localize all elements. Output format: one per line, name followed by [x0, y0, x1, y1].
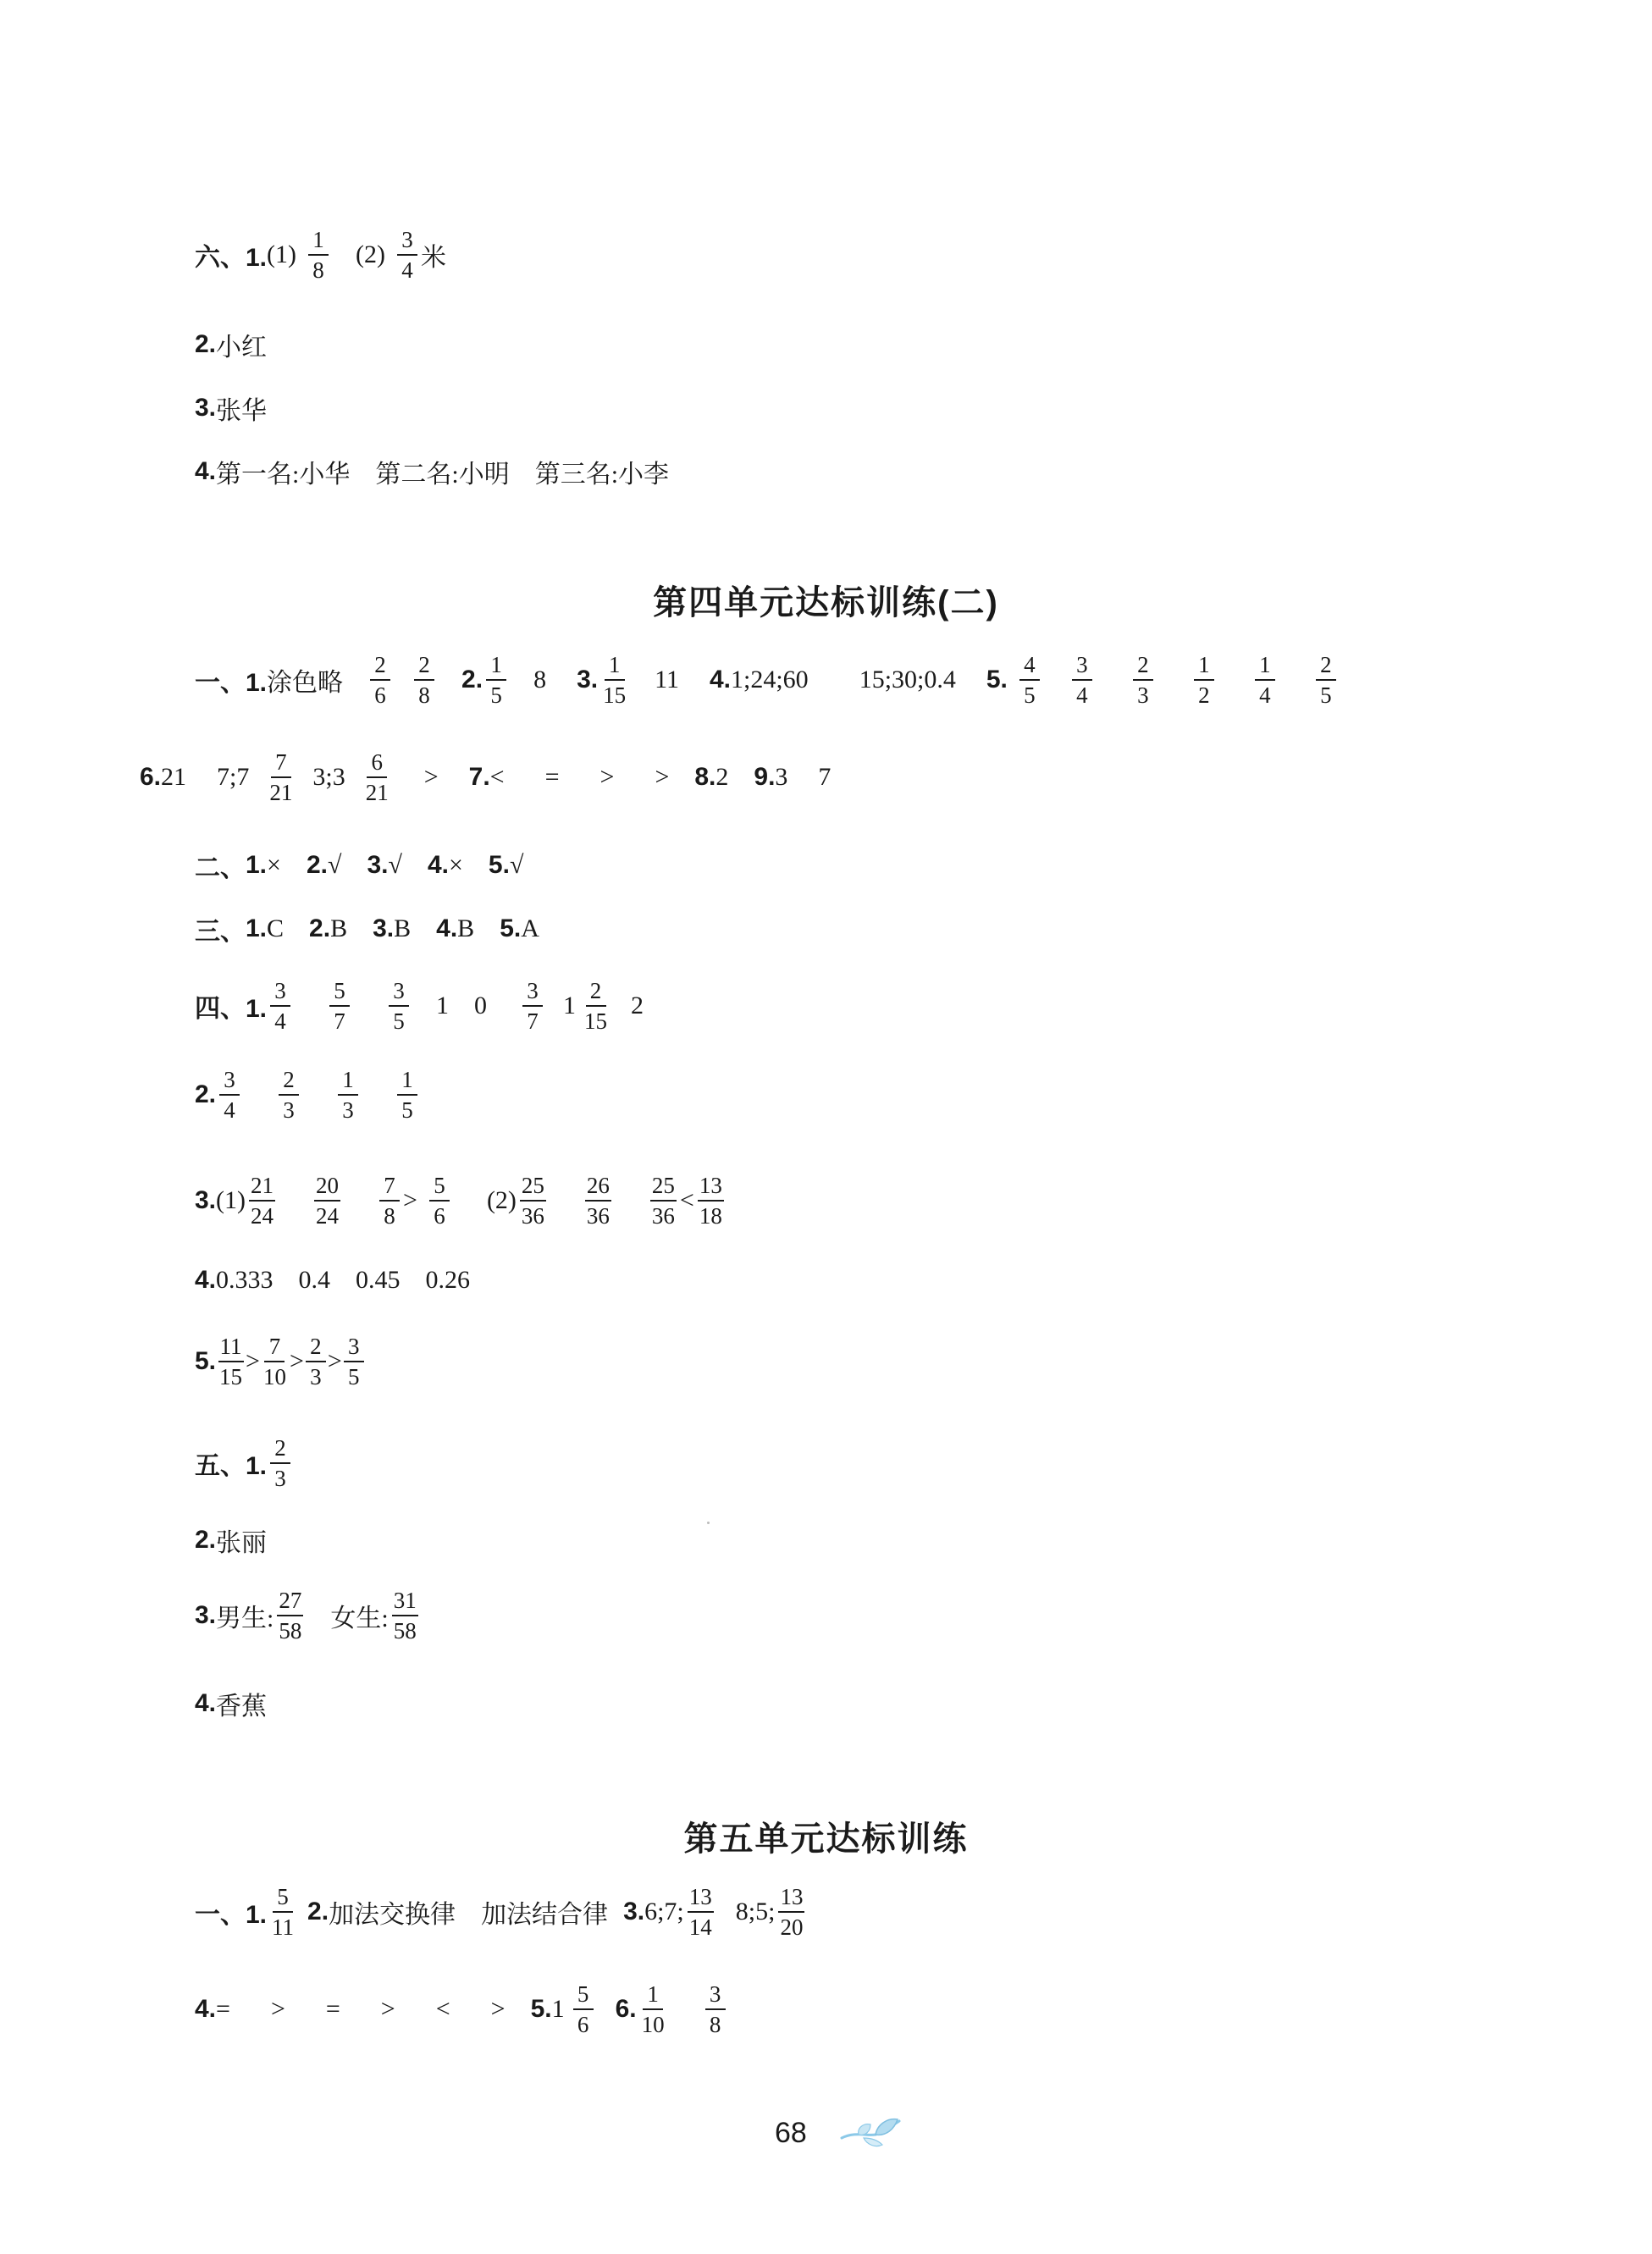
fraction: $\frac{2}{15}$: [584, 978, 608, 1035]
u5-row-1: [195, 1884, 816, 1940]
comparison-sign: >: [327, 1347, 342, 1376]
part-label: (1): [267, 240, 297, 269]
fraction: $\frac{2}{6}$: [370, 652, 390, 708]
answer-text: 0.45: [356, 1266, 401, 1294]
fraction: $\frac{2}{5}$: [1316, 652, 1336, 708]
answer-choice: B: [457, 914, 475, 942]
comparison-sign: >: [490, 1995, 506, 2024]
page-number: 68: [775, 2117, 807, 2149]
fraction: $\frac{3}{7}$: [522, 978, 543, 1034]
question-number: 3.: [623, 1898, 645, 1926]
s6-line-4: [195, 453, 669, 490]
fraction: $\frac{2}{3}$: [1133, 652, 1153, 708]
u4-section-4-line-3: [195, 1173, 736, 1229]
answer-text: 香蕉: [216, 1693, 268, 1721]
fraction: $\frac{1}{5}$: [486, 652, 506, 708]
mixed-whole: 1: [563, 992, 577, 1020]
fraction: $\frac{2}{3}$: [270, 1435, 290, 1491]
u4-section-5-line-2: [195, 1522, 267, 1559]
question-number: 7.: [468, 763, 490, 792]
fraction: $\frac{1}{2}$: [1194, 652, 1214, 708]
mixed-whole: 1: [551, 1995, 565, 2024]
fraction: $\frac{3}{5}$: [344, 1334, 364, 1389]
comparison-sign: >: [655, 763, 670, 792]
answer-text: 7: [818, 763, 832, 792]
answer-text: 3;3: [312, 763, 345, 792]
fraction: $\frac{21}{24}$: [251, 1173, 274, 1229]
comparison-sign: >: [289, 1347, 304, 1376]
answer-text: 2: [631, 992, 644, 1020]
fraction: $\frac{31}{58}$: [393, 1588, 417, 1644]
u4-section-4-line-4: [195, 1266, 470, 1295]
comparison-sign: =: [216, 1995, 230, 2024]
question-number: 六、1.: [195, 244, 268, 273]
u4-section-3: 三、 1. C 2. B 3. B 4. B 5. A: [195, 910, 539, 947]
u4-section-2: 二、 1. × 2. √ 3. √ 4. × 5. √: [195, 847, 523, 884]
section-title-unit5: 第五单元达标训练: [683, 1820, 969, 1858]
u4-section-5-line-3: [195, 1588, 430, 1644]
answer-text: 11: [655, 666, 679, 694]
question-number: 2.: [461, 666, 483, 694]
answer-text: 15;30;0.4: [859, 666, 956, 694]
answer-text: 0.4: [298, 1266, 331, 1294]
question-number: 4.: [195, 1995, 217, 2024]
answer-text: 女生:: [330, 1605, 389, 1633]
question-number: 四、1.: [195, 995, 268, 1024]
section-number: 二、: [195, 854, 246, 882]
u4-section-5-line-4: [195, 1685, 267, 1722]
answer-text: 21: [161, 763, 187, 792]
comparison-sign: <: [489, 763, 505, 792]
fraction: $\frac{2}{8}$: [414, 652, 434, 708]
answer-choice: C: [267, 914, 285, 942]
question-number: 4.: [195, 457, 217, 485]
fraction: $\frac{1}{5}$: [397, 1067, 417, 1123]
answer-text: 2: [715, 763, 729, 792]
comparison-sign: =: [325, 1995, 340, 2024]
section-title-unit4: 第四单元达标训练(二): [653, 584, 999, 622]
fraction: $\frac{2}{3}$: [306, 1334, 326, 1389]
question-number: 3.: [577, 666, 599, 694]
s6-line-2: [195, 326, 267, 363]
leaf-icon: [838, 2113, 906, 2157]
u5-row-2: [195, 1981, 738, 2037]
question-number: 4.: [195, 1266, 217, 1294]
fraction: $\frac{3}{8}$: [705, 1981, 726, 2037]
unit-text: 米: [421, 244, 446, 273]
fraction: $\frac{3}{4}$: [1072, 652, 1092, 708]
fraction: $\frac{5}{7}$: [329, 978, 350, 1034]
question-number: 9.: [754, 763, 776, 792]
answer-text: 加法交换律: [329, 1901, 456, 1930]
fraction: $\frac{7}{8}$: [379, 1173, 400, 1229]
part-label: (2): [486, 1186, 517, 1215]
question-number: 3.: [195, 394, 217, 422]
u4-section-4-line-1: [195, 978, 644, 1034]
fraction: $\frac{7}{10}$: [262, 1334, 286, 1390]
part-label: (1): [216, 1186, 246, 1215]
fraction: $\frac{3}{4}$: [219, 1067, 240, 1123]
fraction: $\frac{25}{36}$: [651, 1173, 675, 1229]
answer-text: 男生:: [216, 1605, 274, 1633]
answer-text: 张华: [216, 397, 268, 425]
question-number: 2.: [195, 330, 217, 358]
comparison-sign: <: [435, 1995, 450, 2024]
comparison-sign: >: [246, 1347, 260, 1376]
answer-text: 小红: [216, 334, 268, 362]
u4-section-4-line-5: [195, 1334, 366, 1389]
fraction: $\frac{5}{11}$: [272, 1884, 295, 1941]
answer-text: 第三名:小李: [534, 461, 670, 489]
fraction: $\frac{3}{5}$: [389, 978, 409, 1034]
question-number: 4.: [195, 1689, 217, 1717]
question-number: 五、1.: [195, 1452, 268, 1481]
fraction: $\frac{1}{8}$: [308, 227, 329, 283]
answer-mark: √: [509, 851, 524, 879]
answer-text: 0: [474, 992, 488, 1020]
fraction: $\frac{11}{15}$: [219, 1334, 243, 1390]
fraction: $\frac{2}{3}$: [279, 1067, 299, 1123]
question-number: 5.: [530, 1995, 552, 2024]
u4-section-4-line-2: [195, 1067, 429, 1123]
fraction: $\frac{5}{6}$: [429, 1173, 450, 1229]
question-number: 5.: [195, 1347, 217, 1376]
answer-text: 6;7;: [644, 1898, 684, 1926]
question-number: 4.: [709, 666, 732, 694]
fraction: $\frac{3}{4}$: [270, 978, 290, 1034]
fraction: $\frac{6}{21}$: [365, 749, 389, 806]
question-number: 一、1.: [195, 1901, 268, 1930]
comparison-sign: =: [544, 763, 560, 792]
answer-text: 8: [533, 666, 547, 694]
fraction: $\frac{3}{4}$: [397, 227, 417, 283]
fraction: $\frac{1}{3}$: [338, 1067, 358, 1123]
u4-section-5-line-1: [195, 1435, 302, 1491]
fraction: $\frac{1}{15}$: [603, 652, 627, 709]
fraction: $\frac{27}{58}$: [279, 1588, 302, 1644]
answer-choice: A: [521, 914, 539, 942]
answer-mark: √: [327, 851, 342, 879]
answer-text: 0.26: [425, 1266, 471, 1294]
u4-row-1: [195, 652, 1356, 708]
s6-line-1: [195, 227, 446, 283]
question-number: 3.: [195, 1186, 217, 1215]
comparison-sign: >: [599, 763, 615, 792]
answer-text: 第一名:小华: [216, 461, 351, 489]
s6-line-3: [195, 389, 267, 427]
fraction: $\frac{26}{36}$: [586, 1173, 610, 1229]
answer-text: 8;5;: [735, 1898, 776, 1926]
answer-text: 第二名:小明: [375, 461, 510, 489]
question-number: 2.: [307, 1898, 329, 1926]
answer-text: 1;24;60: [731, 666, 809, 694]
question-number: 2.: [195, 1080, 217, 1109]
comparison-sign: >: [380, 1995, 395, 2024]
fraction: $\frac{13}{14}$: [688, 1884, 712, 1941]
answer-text: 加法结合律: [481, 1901, 609, 1930]
fraction: $\frac{13}{20}$: [780, 1884, 804, 1941]
u4-row-2: [140, 749, 831, 805]
comparison-sign: >: [270, 1995, 285, 2024]
answer-mark: ×: [448, 851, 463, 879]
answer-text: 张丽: [216, 1529, 268, 1557]
comparison-sign: >: [403, 1186, 417, 1215]
question-number: 6.: [615, 1995, 637, 2024]
question-number: 3.: [195, 1601, 217, 1630]
fraction: $\frac{4}{5}$: [1019, 652, 1040, 708]
fraction: $\frac{5}{6}$: [573, 1981, 594, 2037]
comparison-sign: >: [423, 763, 439, 792]
answer-text: 涂色略: [267, 669, 344, 698]
question-number: 6.: [140, 763, 162, 792]
part-label: (2): [356, 240, 385, 269]
fraction: $\frac{1}{10}$: [641, 1981, 665, 2038]
answer-text: 3: [775, 763, 788, 792]
answer-mark: ×: [267, 851, 281, 879]
question-number: 2.: [195, 1526, 217, 1554]
answer-mark: √: [388, 851, 402, 879]
fraction: $\frac{1}{4}$: [1255, 652, 1275, 708]
section-number: 三、: [195, 918, 246, 946]
fraction: $\frac{7}{21}$: [269, 749, 293, 806]
question-number: 8.: [694, 763, 716, 792]
fraction: $\frac{20}{24}$: [316, 1173, 340, 1229]
question-number: 5.: [986, 666, 1008, 694]
answer-choice: B: [394, 914, 412, 942]
fraction: $\frac{13}{18}$: [699, 1173, 722, 1229]
answer-text: 1: [436, 992, 450, 1020]
question-number: 一、1.: [195, 669, 268, 698]
fraction: $\frac{25}{36}$: [521, 1173, 544, 1229]
answer-text: 0.333: [216, 1266, 273, 1294]
answer-text: 7;7: [217, 763, 250, 792]
comparison-sign: <: [679, 1186, 694, 1215]
answer-choice: B: [330, 914, 348, 942]
